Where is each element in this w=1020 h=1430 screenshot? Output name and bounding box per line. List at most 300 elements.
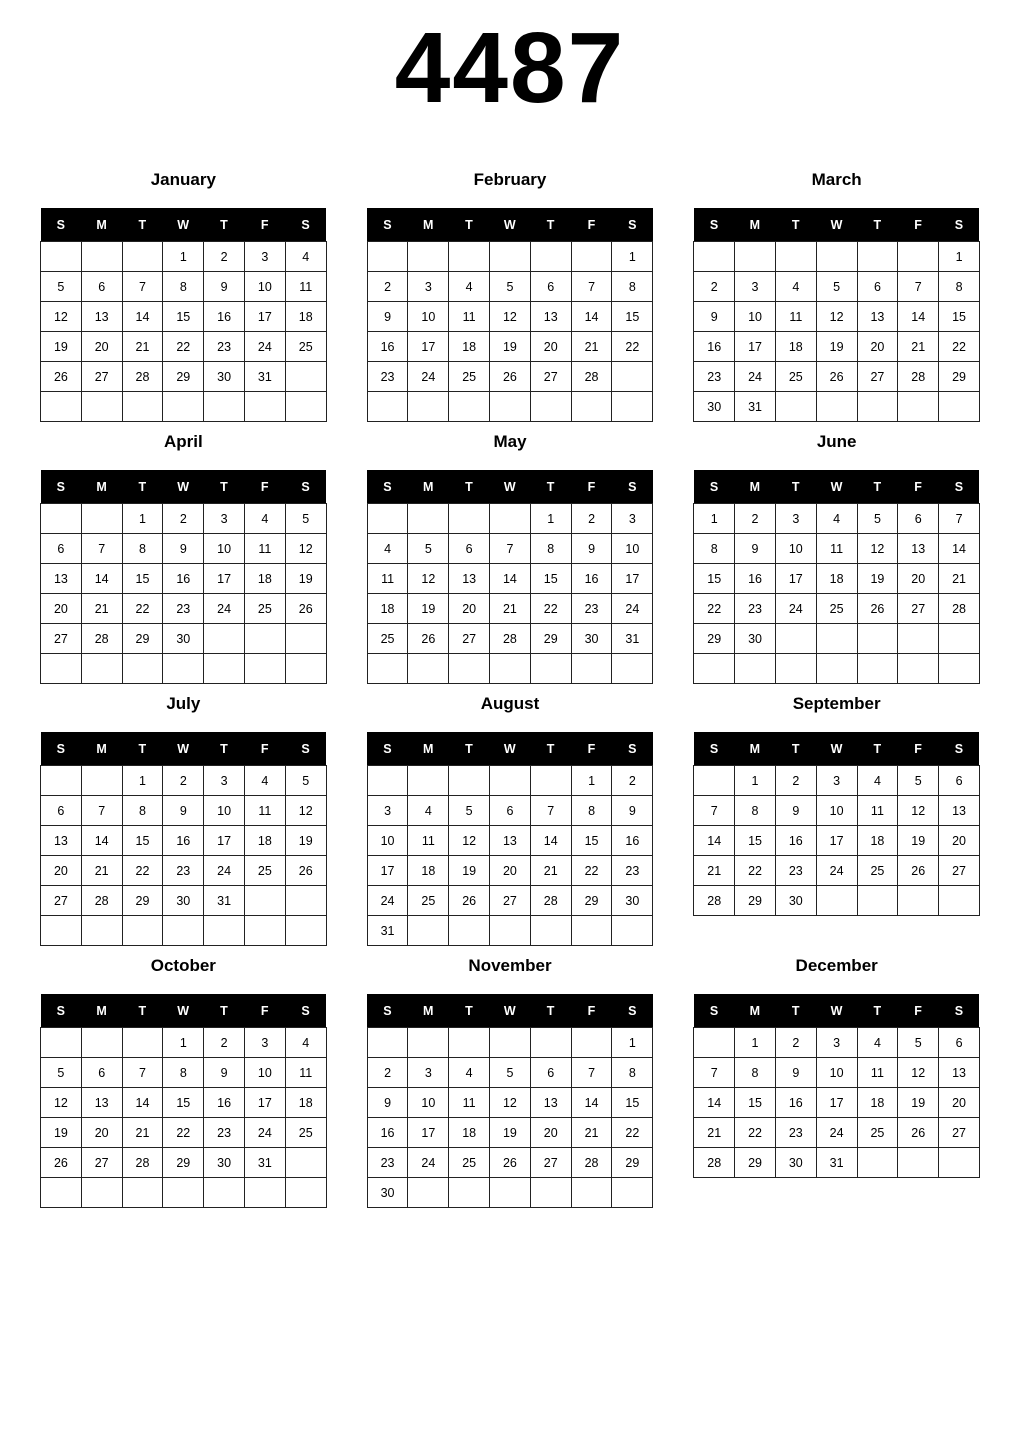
day-cell[interactable]: 31 <box>244 362 285 392</box>
day-cell[interactable]: 4 <box>857 1028 898 1058</box>
day-cell[interactable]: 2 <box>571 504 612 534</box>
day-cell[interactable]: 17 <box>367 856 408 886</box>
day-cell[interactable]: 14 <box>939 534 980 564</box>
day-cell[interactable]: 7 <box>530 796 571 826</box>
day-cell[interactable]: 19 <box>285 564 326 594</box>
day-cell[interactable]: 17 <box>612 564 653 594</box>
day-cell[interactable]: 26 <box>898 1118 939 1148</box>
day-cell[interactable]: 22 <box>735 1118 776 1148</box>
day-cell[interactable]: 21 <box>122 1118 163 1148</box>
day-cell[interactable]: 30 <box>163 886 204 916</box>
day-cell[interactable]: 10 <box>204 534 245 564</box>
day-cell[interactable]: 21 <box>530 856 571 886</box>
day-cell[interactable]: 6 <box>530 1058 571 1088</box>
day-cell[interactable]: 1 <box>939 242 980 272</box>
day-cell[interactable]: 20 <box>898 564 939 594</box>
day-cell[interactable]: 29 <box>612 1148 653 1178</box>
day-cell[interactable]: 12 <box>41 302 82 332</box>
day-cell[interactable]: 22 <box>163 1118 204 1148</box>
day-cell[interactable]: 13 <box>898 534 939 564</box>
day-cell[interactable]: 13 <box>530 1088 571 1118</box>
day-cell[interactable]: 18 <box>857 826 898 856</box>
day-cell[interactable]: 12 <box>285 534 326 564</box>
day-cell[interactable]: 24 <box>204 594 245 624</box>
day-cell[interactable]: 12 <box>816 302 857 332</box>
day-cell[interactable]: 1 <box>735 766 776 796</box>
day-cell[interactable]: 30 <box>367 1178 408 1208</box>
day-cell[interactable]: 19 <box>449 856 490 886</box>
day-cell[interactable]: 24 <box>816 856 857 886</box>
day-cell[interactable]: 9 <box>694 302 735 332</box>
day-cell[interactable]: 11 <box>857 1058 898 1088</box>
day-cell[interactable]: 28 <box>530 886 571 916</box>
day-cell[interactable]: 14 <box>81 564 122 594</box>
day-cell[interactable]: 10 <box>612 534 653 564</box>
day-cell[interactable]: 11 <box>816 534 857 564</box>
day-cell[interactable]: 4 <box>244 766 285 796</box>
day-cell[interactable]: 13 <box>857 302 898 332</box>
day-cell[interactable]: 31 <box>244 1148 285 1178</box>
day-cell[interactable]: 16 <box>163 826 204 856</box>
day-cell[interactable]: 7 <box>939 504 980 534</box>
day-cell[interactable]: 9 <box>367 302 408 332</box>
day-cell[interactable]: 6 <box>490 796 531 826</box>
day-cell[interactable]: 21 <box>490 594 531 624</box>
day-cell[interactable]: 18 <box>857 1088 898 1118</box>
day-cell[interactable]: 3 <box>816 1028 857 1058</box>
day-cell[interactable]: 1 <box>612 1028 653 1058</box>
day-cell[interactable]: 18 <box>285 1088 326 1118</box>
day-cell[interactable]: 17 <box>816 826 857 856</box>
day-cell[interactable]: 14 <box>694 826 735 856</box>
day-cell[interactable]: 21 <box>81 856 122 886</box>
day-cell[interactable]: 4 <box>285 1028 326 1058</box>
day-cell[interactable]: 29 <box>694 624 735 654</box>
day-cell[interactable]: 27 <box>530 362 571 392</box>
day-cell[interactable]: 3 <box>612 504 653 534</box>
day-cell[interactable]: 26 <box>41 362 82 392</box>
day-cell[interactable]: 20 <box>939 826 980 856</box>
day-cell[interactable]: 16 <box>571 564 612 594</box>
day-cell[interactable]: 14 <box>571 1088 612 1118</box>
day-cell[interactable]: 13 <box>449 564 490 594</box>
day-cell[interactable]: 6 <box>41 534 82 564</box>
day-cell[interactable]: 19 <box>41 332 82 362</box>
day-cell[interactable]: 4 <box>244 504 285 534</box>
day-cell[interactable]: 29 <box>122 624 163 654</box>
day-cell[interactable]: 14 <box>490 564 531 594</box>
day-cell[interactable]: 8 <box>122 534 163 564</box>
day-cell[interactable]: 10 <box>408 302 449 332</box>
day-cell[interactable]: 28 <box>81 886 122 916</box>
day-cell[interactable]: 20 <box>81 1118 122 1148</box>
day-cell[interactable]: 9 <box>775 796 816 826</box>
day-cell[interactable]: 17 <box>735 332 776 362</box>
day-cell[interactable]: 3 <box>775 504 816 534</box>
day-cell[interactable]: 3 <box>244 1028 285 1058</box>
day-cell[interactable]: 16 <box>775 1088 816 1118</box>
day-cell[interactable]: 22 <box>122 856 163 886</box>
day-cell[interactable]: 28 <box>571 1148 612 1178</box>
day-cell[interactable]: 12 <box>898 1058 939 1088</box>
day-cell[interactable]: 1 <box>163 242 204 272</box>
day-cell[interactable]: 15 <box>735 1088 776 1118</box>
day-cell[interactable]: 24 <box>244 332 285 362</box>
day-cell[interactable]: 21 <box>571 1118 612 1148</box>
day-cell[interactable]: 2 <box>204 242 245 272</box>
day-cell[interactable]: 14 <box>694 1088 735 1118</box>
day-cell[interactable]: 3 <box>367 796 408 826</box>
day-cell[interactable]: 14 <box>81 826 122 856</box>
day-cell[interactable]: 12 <box>898 796 939 826</box>
day-cell[interactable]: 29 <box>939 362 980 392</box>
day-cell[interactable]: 6 <box>939 1028 980 1058</box>
day-cell[interactable]: 29 <box>530 624 571 654</box>
day-cell[interactable]: 22 <box>571 856 612 886</box>
day-cell[interactable]: 20 <box>530 1118 571 1148</box>
day-cell[interactable]: 2 <box>735 504 776 534</box>
day-cell[interactable]: 30 <box>163 624 204 654</box>
day-cell[interactable]: 5 <box>490 272 531 302</box>
day-cell[interactable]: 13 <box>41 826 82 856</box>
day-cell[interactable]: 28 <box>122 1148 163 1178</box>
day-cell[interactable]: 6 <box>81 272 122 302</box>
day-cell[interactable]: 26 <box>857 594 898 624</box>
day-cell[interactable]: 24 <box>735 362 776 392</box>
day-cell[interactable]: 27 <box>898 594 939 624</box>
day-cell[interactable]: 12 <box>449 826 490 856</box>
day-cell[interactable]: 8 <box>163 1058 204 1088</box>
day-cell[interactable]: 27 <box>449 624 490 654</box>
day-cell[interactable]: 25 <box>244 594 285 624</box>
day-cell[interactable]: 5 <box>285 504 326 534</box>
day-cell[interactable]: 13 <box>939 1058 980 1088</box>
day-cell[interactable]: 24 <box>408 1148 449 1178</box>
day-cell[interactable]: 3 <box>244 242 285 272</box>
day-cell[interactable]: 3 <box>408 272 449 302</box>
day-cell[interactable]: 20 <box>81 332 122 362</box>
day-cell[interactable]: 25 <box>285 332 326 362</box>
day-cell[interactable]: 19 <box>816 332 857 362</box>
day-cell[interactable]: 6 <box>857 272 898 302</box>
day-cell[interactable]: 13 <box>41 564 82 594</box>
day-cell[interactable]: 18 <box>244 826 285 856</box>
day-cell[interactable]: 18 <box>449 332 490 362</box>
day-cell[interactable]: 28 <box>490 624 531 654</box>
day-cell[interactable]: 10 <box>244 1058 285 1088</box>
day-cell[interactable]: 22 <box>122 594 163 624</box>
day-cell[interactable]: 19 <box>490 1118 531 1148</box>
day-cell[interactable]: 26 <box>285 856 326 886</box>
day-cell[interactable]: 27 <box>939 1118 980 1148</box>
day-cell[interactable]: 15 <box>571 826 612 856</box>
day-cell[interactable]: 12 <box>285 796 326 826</box>
day-cell[interactable]: 2 <box>204 1028 245 1058</box>
day-cell[interactable]: 17 <box>408 1118 449 1148</box>
day-cell[interactable]: 29 <box>163 362 204 392</box>
day-cell[interactable]: 5 <box>898 766 939 796</box>
day-cell[interactable]: 18 <box>449 1118 490 1148</box>
day-cell[interactable]: 16 <box>612 826 653 856</box>
day-cell[interactable]: 13 <box>81 302 122 332</box>
day-cell[interactable]: 25 <box>857 856 898 886</box>
day-cell[interactable]: 15 <box>163 302 204 332</box>
day-cell[interactable]: 5 <box>41 1058 82 1088</box>
day-cell[interactable]: 31 <box>735 392 776 422</box>
day-cell[interactable]: 19 <box>408 594 449 624</box>
day-cell[interactable]: 4 <box>449 1058 490 1088</box>
day-cell[interactable]: 2 <box>367 1058 408 1088</box>
day-cell[interactable]: 15 <box>163 1088 204 1118</box>
day-cell[interactable]: 17 <box>244 1088 285 1118</box>
day-cell[interactable]: 26 <box>449 886 490 916</box>
day-cell[interactable]: 23 <box>204 1118 245 1148</box>
day-cell[interactable]: 9 <box>204 272 245 302</box>
day-cell[interactable]: 27 <box>41 886 82 916</box>
day-cell[interactable]: 21 <box>81 594 122 624</box>
day-cell[interactable]: 25 <box>857 1118 898 1148</box>
day-cell[interactable]: 7 <box>898 272 939 302</box>
day-cell[interactable]: 30 <box>775 886 816 916</box>
day-cell[interactable]: 8 <box>612 272 653 302</box>
day-cell[interactable]: 9 <box>775 1058 816 1088</box>
day-cell[interactable]: 6 <box>939 766 980 796</box>
day-cell[interactable]: 15 <box>939 302 980 332</box>
day-cell[interactable]: 10 <box>775 534 816 564</box>
day-cell[interactable]: 2 <box>775 1028 816 1058</box>
day-cell[interactable]: 15 <box>530 564 571 594</box>
day-cell[interactable]: 25 <box>449 1148 490 1178</box>
day-cell[interactable]: 16 <box>694 332 735 362</box>
day-cell[interactable]: 20 <box>490 856 531 886</box>
day-cell[interactable]: 21 <box>122 332 163 362</box>
day-cell[interactable]: 26 <box>898 856 939 886</box>
day-cell[interactable]: 2 <box>163 504 204 534</box>
day-cell[interactable]: 31 <box>816 1148 857 1178</box>
day-cell[interactable]: 11 <box>367 564 408 594</box>
day-cell[interactable]: 11 <box>285 272 326 302</box>
day-cell[interactable]: 20 <box>939 1088 980 1118</box>
day-cell[interactable]: 30 <box>204 362 245 392</box>
day-cell[interactable]: 7 <box>571 272 612 302</box>
day-cell[interactable]: 11 <box>244 796 285 826</box>
day-cell[interactable]: 10 <box>244 272 285 302</box>
day-cell[interactable]: 8 <box>735 796 776 826</box>
day-cell[interactable]: 15 <box>612 302 653 332</box>
day-cell[interactable]: 19 <box>898 1088 939 1118</box>
day-cell[interactable]: 12 <box>490 302 531 332</box>
day-cell[interactable]: 14 <box>122 1088 163 1118</box>
day-cell[interactable]: 19 <box>490 332 531 362</box>
day-cell[interactable]: 7 <box>81 534 122 564</box>
day-cell[interactable]: 8 <box>735 1058 776 1088</box>
day-cell[interactable]: 17 <box>775 564 816 594</box>
day-cell[interactable]: 8 <box>694 534 735 564</box>
day-cell[interactable]: 25 <box>285 1118 326 1148</box>
day-cell[interactable]: 29 <box>122 886 163 916</box>
day-cell[interactable]: 1 <box>122 504 163 534</box>
day-cell[interactable]: 10 <box>735 302 776 332</box>
day-cell[interactable]: 1 <box>735 1028 776 1058</box>
day-cell[interactable]: 30 <box>204 1148 245 1178</box>
day-cell[interactable]: 23 <box>735 594 776 624</box>
day-cell[interactable]: 9 <box>163 534 204 564</box>
day-cell[interactable]: 16 <box>735 564 776 594</box>
day-cell[interactable]: 8 <box>530 534 571 564</box>
day-cell[interactable]: 24 <box>775 594 816 624</box>
day-cell[interactable]: 25 <box>449 362 490 392</box>
day-cell[interactable]: 7 <box>694 1058 735 1088</box>
day-cell[interactable]: 4 <box>408 796 449 826</box>
day-cell[interactable]: 18 <box>816 564 857 594</box>
day-cell[interactable]: 25 <box>408 886 449 916</box>
day-cell[interactable]: 5 <box>898 1028 939 1058</box>
day-cell[interactable]: 17 <box>204 564 245 594</box>
day-cell[interactable]: 6 <box>530 272 571 302</box>
day-cell[interactable]: 24 <box>612 594 653 624</box>
day-cell[interactable]: 20 <box>41 856 82 886</box>
day-cell[interactable]: 9 <box>367 1088 408 1118</box>
day-cell[interactable]: 23 <box>367 1148 408 1178</box>
day-cell[interactable]: 26 <box>816 362 857 392</box>
day-cell[interactable]: 1 <box>612 242 653 272</box>
day-cell[interactable]: 24 <box>408 362 449 392</box>
day-cell[interactable]: 25 <box>816 594 857 624</box>
day-cell[interactable]: 23 <box>163 594 204 624</box>
day-cell[interactable]: 16 <box>367 332 408 362</box>
day-cell[interactable]: 10 <box>367 826 408 856</box>
day-cell[interactable]: 30 <box>694 392 735 422</box>
day-cell[interactable]: 8 <box>612 1058 653 1088</box>
day-cell[interactable]: 4 <box>449 272 490 302</box>
day-cell[interactable]: 19 <box>857 564 898 594</box>
day-cell[interactable]: 19 <box>898 826 939 856</box>
day-cell[interactable]: 27 <box>490 886 531 916</box>
day-cell[interactable]: 15 <box>612 1088 653 1118</box>
day-cell[interactable]: 20 <box>857 332 898 362</box>
day-cell[interactable]: 3 <box>408 1058 449 1088</box>
day-cell[interactable]: 3 <box>816 766 857 796</box>
day-cell[interactable]: 24 <box>367 886 408 916</box>
day-cell[interactable]: 22 <box>612 332 653 362</box>
day-cell[interactable]: 10 <box>204 796 245 826</box>
day-cell[interactable]: 28 <box>694 1148 735 1178</box>
day-cell[interactable]: 30 <box>612 886 653 916</box>
day-cell[interactable]: 19 <box>285 826 326 856</box>
day-cell[interactable]: 2 <box>694 272 735 302</box>
day-cell[interactable]: 11 <box>449 1088 490 1118</box>
day-cell[interactable]: 22 <box>612 1118 653 1148</box>
day-cell[interactable]: 23 <box>204 332 245 362</box>
day-cell[interactable]: 5 <box>490 1058 531 1088</box>
day-cell[interactable]: 24 <box>244 1118 285 1148</box>
day-cell[interactable]: 3 <box>204 766 245 796</box>
day-cell[interactable]: 30 <box>775 1148 816 1178</box>
day-cell[interactable]: 14 <box>122 302 163 332</box>
day-cell[interactable]: 1 <box>163 1028 204 1058</box>
day-cell[interactable]: 27 <box>81 362 122 392</box>
day-cell[interactable]: 3 <box>204 504 245 534</box>
day-cell[interactable]: 18 <box>244 564 285 594</box>
day-cell[interactable]: 15 <box>122 826 163 856</box>
day-cell[interactable]: 8 <box>571 796 612 826</box>
day-cell[interactable]: 17 <box>408 332 449 362</box>
day-cell[interactable]: 9 <box>612 796 653 826</box>
day-cell[interactable]: 1 <box>571 766 612 796</box>
day-cell[interactable]: 23 <box>163 856 204 886</box>
day-cell[interactable]: 12 <box>490 1088 531 1118</box>
day-cell[interactable]: 12 <box>857 534 898 564</box>
day-cell[interactable]: 4 <box>367 534 408 564</box>
day-cell[interactable]: 1 <box>694 504 735 534</box>
day-cell[interactable]: 16 <box>163 564 204 594</box>
day-cell[interactable]: 12 <box>41 1088 82 1118</box>
day-cell[interactable]: 21 <box>571 332 612 362</box>
day-cell[interactable]: 7 <box>81 796 122 826</box>
day-cell[interactable]: 5 <box>449 796 490 826</box>
day-cell[interactable]: 7 <box>490 534 531 564</box>
day-cell[interactable]: 2 <box>612 766 653 796</box>
day-cell[interactable]: 25 <box>775 362 816 392</box>
day-cell[interactable]: 3 <box>735 272 776 302</box>
day-cell[interactable]: 28 <box>898 362 939 392</box>
day-cell[interactable]: 5 <box>816 272 857 302</box>
day-cell[interactable]: 11 <box>775 302 816 332</box>
day-cell[interactable]: 6 <box>81 1058 122 1088</box>
day-cell[interactable]: 27 <box>81 1148 122 1178</box>
day-cell[interactable]: 16 <box>367 1118 408 1148</box>
day-cell[interactable]: 20 <box>41 594 82 624</box>
day-cell[interactable]: 27 <box>41 624 82 654</box>
day-cell[interactable]: 7 <box>122 1058 163 1088</box>
day-cell[interactable]: 9 <box>163 796 204 826</box>
day-cell[interactable]: 21 <box>694 856 735 886</box>
day-cell[interactable]: 22 <box>735 856 776 886</box>
day-cell[interactable]: 23 <box>571 594 612 624</box>
day-cell[interactable]: 17 <box>816 1088 857 1118</box>
day-cell[interactable]: 18 <box>408 856 449 886</box>
day-cell[interactable]: 17 <box>244 302 285 332</box>
day-cell[interactable]: 8 <box>939 272 980 302</box>
day-cell[interactable]: 29 <box>735 1148 776 1178</box>
day-cell[interactable]: 4 <box>775 272 816 302</box>
day-cell[interactable]: 31 <box>612 624 653 654</box>
day-cell[interactable]: 7 <box>122 272 163 302</box>
day-cell[interactable]: 26 <box>490 1148 531 1178</box>
day-cell[interactable]: 15 <box>735 826 776 856</box>
day-cell[interactable]: 10 <box>816 796 857 826</box>
day-cell[interactable]: 7 <box>571 1058 612 1088</box>
day-cell[interactable]: 23 <box>775 1118 816 1148</box>
day-cell[interactable]: 7 <box>694 796 735 826</box>
day-cell[interactable]: 8 <box>122 796 163 826</box>
day-cell[interactable]: 6 <box>449 534 490 564</box>
day-cell[interactable]: 27 <box>857 362 898 392</box>
day-cell[interactable]: 29 <box>571 886 612 916</box>
day-cell[interactable]: 2 <box>163 766 204 796</box>
day-cell[interactable]: 21 <box>694 1118 735 1148</box>
day-cell[interactable]: 28 <box>81 624 122 654</box>
day-cell[interactable]: 29 <box>163 1148 204 1178</box>
day-cell[interactable]: 9 <box>735 534 776 564</box>
day-cell[interactable]: 9 <box>571 534 612 564</box>
day-cell[interactable]: 28 <box>939 594 980 624</box>
day-cell[interactable]: 30 <box>571 624 612 654</box>
day-cell[interactable]: 16 <box>775 826 816 856</box>
day-cell[interactable]: 6 <box>41 796 82 826</box>
day-cell[interactable]: 8 <box>163 272 204 302</box>
day-cell[interactable]: 20 <box>530 332 571 362</box>
